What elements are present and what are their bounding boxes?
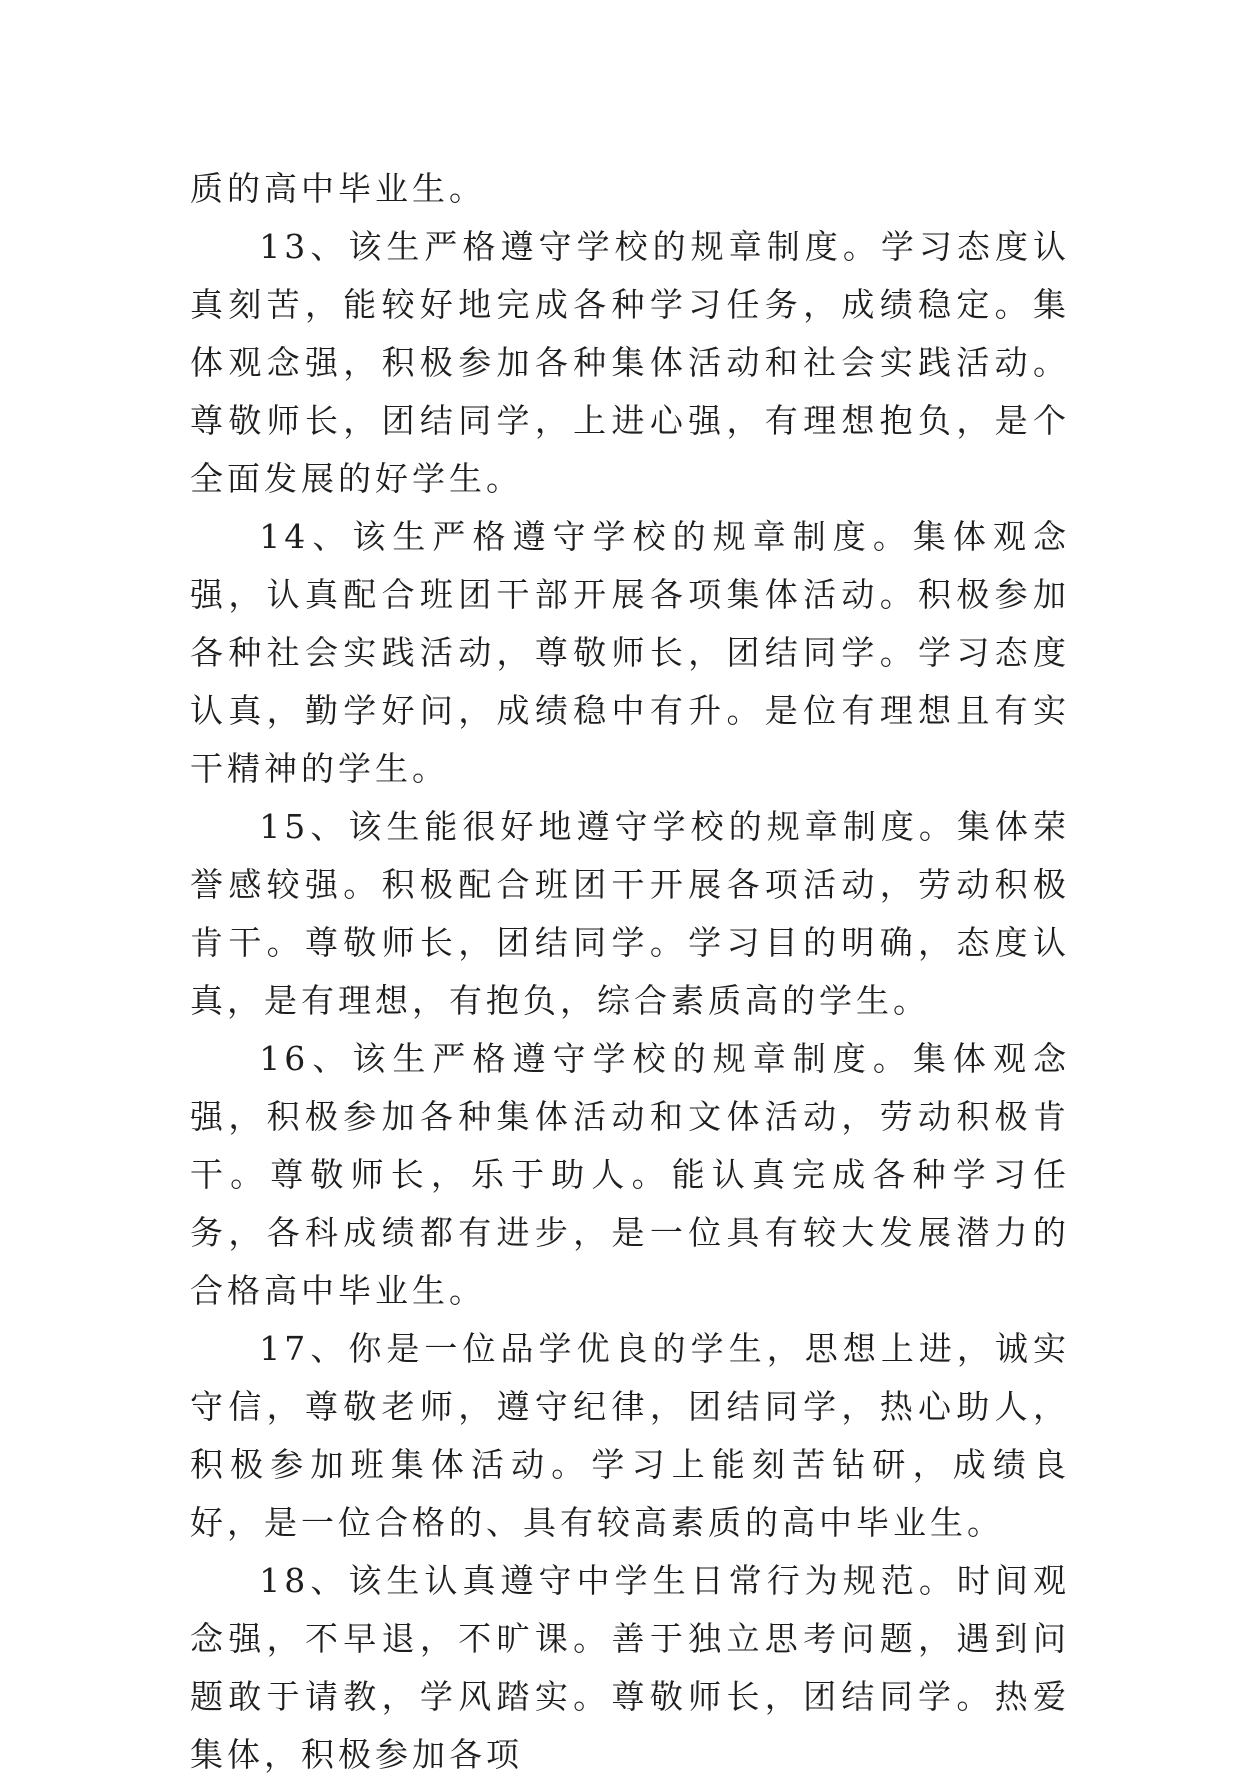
paragraph-comment-18: 18、该生认真遵守中学生日常行为规范。时间观念强，不早退，不旷课。善于独立思考问题，遇到问题敢于请教，学风踏实。尊敬师长，团结同学。热爱集体，积极参加各项: [190, 1561, 1070, 1774]
paragraph-comment-13: 13、该生严格遵守学校的规章制度。学习态度认真刻苦，能较好地完成各种学习任务，成绩稳定。集体观念强，积极参加各种集体活动和社会实践活动。尊敬师长，团结同学，上进心强，有理想抱负，是个全面发展的好学生。: [190, 227, 1070, 498]
paragraph-comment-16: 16、该生严格遵守学校的规章制度。集体观念强，积极参加各种集体活动和文体活动，劳动积极肯干。尊敬师长，乐于助人。能认真完成各种学习任务，各科成绩都有进步，是一位具有较大发展潜力的合格高中毕业生。: [190, 1039, 1070, 1310]
paragraph-continuation: 质的高中毕业生。: [190, 169, 486, 208]
paragraph-comment-15: 15、该生能很好地遵守学校的规章制度。集体荣誉感较强。积极配合班团干开展各项活动，劳动积极肯干。尊敬师长，团结同学。学习目的明确，态度认真，是有理想，有抱负，综合素质高的学生。: [190, 807, 1070, 1020]
document-body: [190, 160, 1070, 1784]
paragraph-comment-17: 17、你是一位品学优良的学生，思想上进，诚实守信，尊敬老师，遵守纪律，团结同学，热心助人，积极参加班集体活动。学习上能刻苦钻研，成绩良好，是一位合格的、具有较高素质的高中毕业生。: [190, 1329, 1070, 1542]
paragraph-comment-14: 14、该生严格遵守学校的规章制度。集体观念强，认真配合班团干部开展各项集体活动。积极参加各种社会实践活动，尊敬师长，团结同学。学习态度认真，勤学好问，成绩稳中有升。是位有理想且有实干精神的学生。: [190, 517, 1070, 788]
